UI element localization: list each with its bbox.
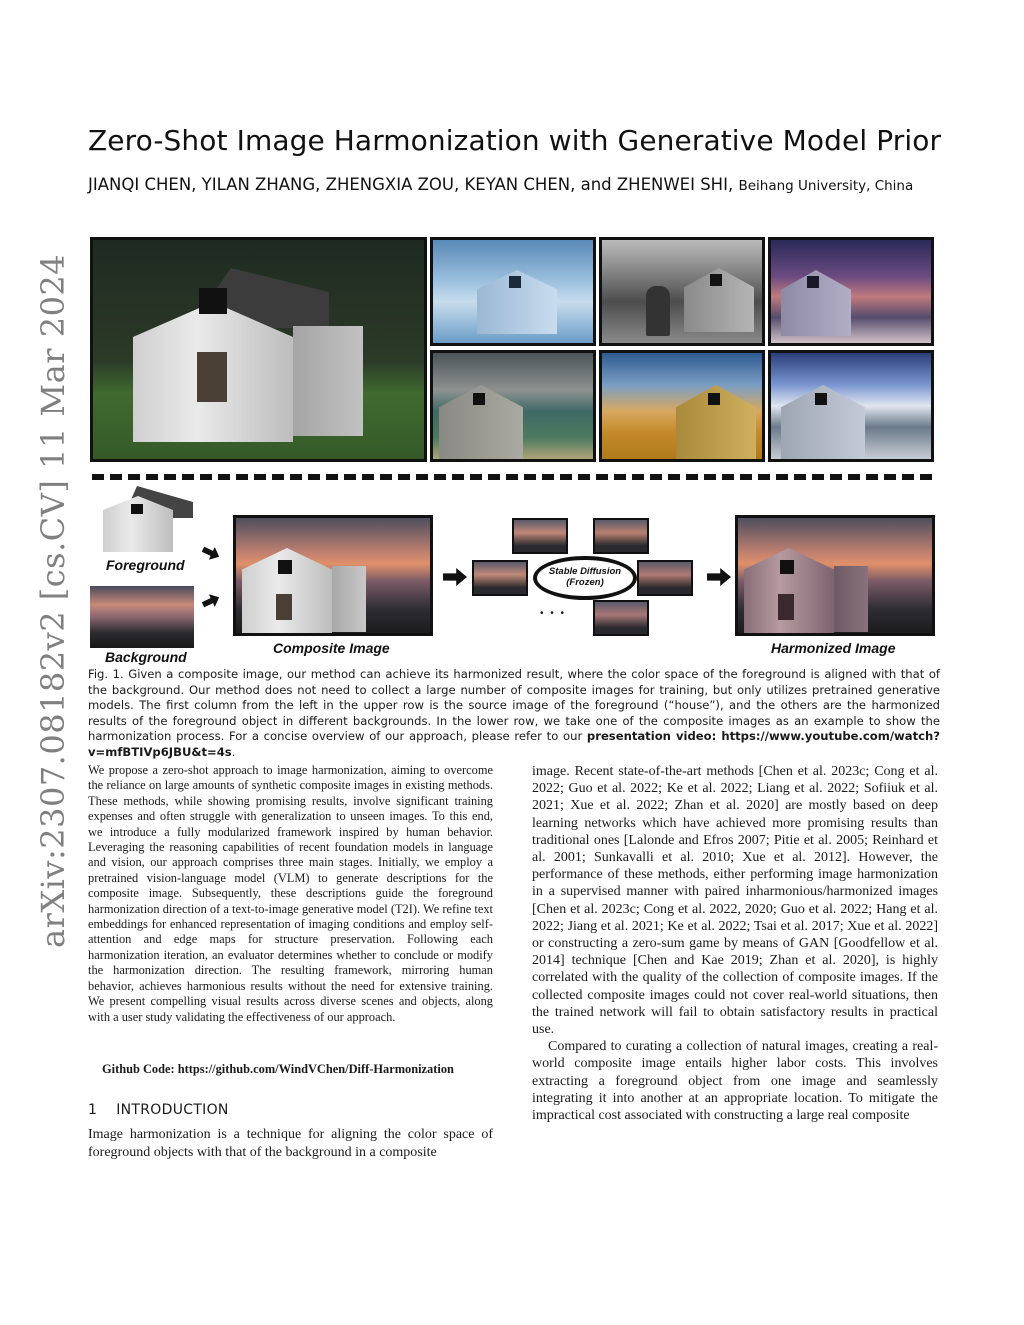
presentation-video-link[interactable]: presentation video: https://www.youtube.com/watch?v=mfBTIVp6JBU&t=4s: [88, 729, 940, 759]
result-dusk-purple: [768, 237, 934, 346]
result-sea-cloudy: [430, 350, 596, 462]
sd-line-1: Stable Diffusion: [548, 566, 622, 577]
intro-right-column: [532, 763, 938, 1124]
foreground-thumbnail: [103, 486, 193, 552]
result-lake-blue: [430, 237, 596, 346]
caption-tail: .: [231, 744, 236, 759]
arrow-background-to-composite: [200, 591, 222, 611]
figure-caption: [88, 667, 940, 760]
paper-title: Zero-Shot Image Harmonization with Generative Model Prior: [88, 124, 942, 157]
arrow-composite-to-diffusion: [443, 568, 467, 586]
row-separator: [92, 474, 932, 480]
arxiv-stamp: arXiv:2307.08182v2 [cs.CV] 11 Mar 2024: [34, 253, 72, 948]
source-house-image: [90, 237, 427, 462]
result-field-golden: [599, 350, 765, 462]
iteration-thumb-4: [637, 560, 693, 596]
iteration-ellipsis: • • •: [540, 608, 567, 619]
iteration-thumb-3: [472, 560, 528, 596]
composite-image: [233, 515, 433, 636]
arrow-foreground-to-composite: [200, 543, 222, 563]
intro-right-paragraph-1: image. Recent state-of-the-art methods [Chen et al. 2023c; Cong et al. 2022; Guo et al. 2022; Ke et al. 2022; Liang et al. 2022; Sofiiuk et al. 2021; Xue et al. 2022; Zhan et al. 2020] are mostly based on deep learning networks which have achieved more promising results than traditional ones [Lalonde and Efros 2007; Pitie et al. 2005; Reinhard et al. 2001; Sunkavalli et al. 2010; Xue et al. 2012]. However, the performance of these methods, either performing image harmonization in a supervised manner with paired inharmonious/harmonized images [Chen et al. 2023c; Cong et al. 2022, 2020; Guo et al. 2022; Hang et al. 2022; Jiang et al. 2021; Ke et al. 2022; Tsai et al. 2017; Xue et al. 2022] or constructing a zero-sum game by means of GAN [Goodfellow et al. 2014] technique [Chen and Kae 2019; Zhan et al. 2020], is highly correlated with the quality of the collection of composite images. If the collected composite images could not cover real-world situations, then the trained network will fail to obtain satisfactory results in practical use.: [532, 764, 938, 1038]
author-list: [88, 172, 948, 199]
harmonized-image: [735, 515, 935, 636]
result-snow-valley: [768, 350, 934, 462]
authors: JIANQI CHEN, YILAN ZHANG, ZHENGXIA ZOU, KEYAN CHEN, and ZHENWEI SHI,: [88, 175, 734, 194]
intro-right-paragraph-2: Compared to curating a collection of natural images, creating a real-world composite image entails higher labor costs. This involves extracting a foreground object from one image and seamlessly integrating it into another at an appropriate location. To mitigate the impractical cost associated with constructing a large real composite: [532, 1039, 938, 1124]
iteration-thumb-5: [593, 600, 649, 636]
section-heading-introduction: 1 INTRODUCTION: [88, 1102, 229, 1118]
stable-diffusion-label: [533, 566, 637, 588]
iteration-thumb-2: [593, 518, 649, 554]
caption-lead: Fig. 1. Given a composite image, our method can achieve its harmonized result, where the color space of the foreground is aligned with that of the background. Our method does not need to collect a large number of composite images for training, but only utilizes pretrained generative models. The first column from the left in the upper row is the source image of the foreground (“house”), and the others are the harmonized results of the foreground object in different backgrounds. In the lower row, we take one of the composite images as an example to show the harmonization process. For a concise overview of our approach, please refer to our: [88, 667, 940, 743]
github-link[interactable]: Github Code: https://github.com/WindVChen/Diff-Harmonization: [102, 1062, 454, 1076]
foreground-label: Foreground: [106, 557, 185, 573]
background-label: Background: [105, 649, 187, 665]
affiliation: Beihang University, China: [738, 178, 914, 194]
iteration-thumb-1: [512, 518, 568, 554]
arrow-diffusion-to-harmonized: [707, 568, 731, 586]
sd-line-2: (Frozen): [566, 577, 604, 588]
composite-label: Composite Image: [273, 640, 390, 656]
result-mountain-gray: [599, 237, 765, 346]
abstract: We propose a zero-shot approach to image harmonization, aiming to overcome the reliance on large amounts of synthetic composite images in existing methods. These methods, while showing promising results, involve significant training expenses and often struggle with generalization to unseen images. To this end, we introduce a fully modularized framework inspired by human behavior. Leveraging the reasoning capabilities of recent foundation models in language and vision, our approach comprises three main stages. Initially, we employ a pretrained vision-language model (VLM) to generate descriptions for the composite image. Subsequently, these descriptions guide the foreground harmonization direction of a text-to-image generative model (T2I). We refine text embeddings for enhanced representation of imaging conditions and employ self-attention and edge maps for structure preservation. Following each harmonization iteration, an evaluator determines whether to conclude or modify the harmonization direction. The resulting framework, mirroring human behavior, achieves harmonious results without the need for extensive training. We present compelling visual results across diverse scenes and objects, along with a user study validating the effectiveness of our approach.: [88, 763, 493, 1024]
intro-left-text: Image harmonization is a technique for aligning the color space of foreground objects with that of the background in a composite: [88, 1127, 493, 1160]
harmonized-label: Harmonized Image: [771, 640, 896, 656]
background-thumbnail: [90, 586, 194, 648]
